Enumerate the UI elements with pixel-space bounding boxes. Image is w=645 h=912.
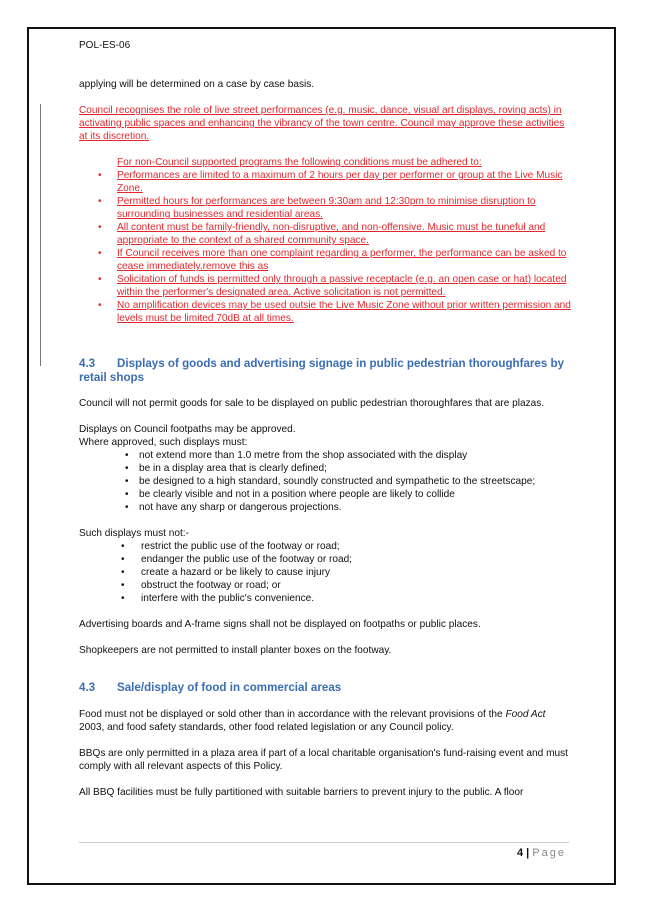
revision-bar [40, 104, 41, 366]
list-item: • be clearly visible and not in a position where people are likely to collide [125, 489, 455, 500]
paragraph: BBQs are only permitted in a plaza area if part of a local charitable organisation's fund-raising event and must comply with all relevant aspects of this Policy. [79, 748, 568, 772]
bullet-icon: • [121, 593, 125, 604]
paragraph: Where approved, such displays must: [79, 437, 248, 448]
page-label: Page [532, 847, 566, 859]
section-heading-food: 4.3 Sale/display of food in commercial areas [79, 681, 342, 694]
performance-paragraph: Council recognises the role of live street performances (e.g. music, dance, visual art displays, roving acts) in activating public spaces and enhancing the vibrancy of the town centre. Council may approve these activities at its discretion. [79, 105, 565, 142]
page-number: 4 [516, 847, 524, 859]
paragraph: Council will not permit goods for sale to be displayed on public pedestrian thoroughfares that are plazas. [79, 398, 545, 409]
footer-divider [79, 842, 569, 843]
list-item: • obstruct the footway or road; or [121, 580, 281, 591]
list-item: • Solicitation of funds is permitted only through a passive receptacle (e.g. an open case or hat) located within the performer's designated area. Active solicitation is not permitted. [98, 274, 567, 298]
bullet-icon: • [125, 489, 129, 500]
list-item: • be in a display area that is clearly defined; [125, 463, 327, 474]
list-item: • be designed to a high standard, soundly constructed and sympathetic to the streetscape; [125, 476, 536, 487]
intro-line: applying will be determined on a case by case basis. [79, 79, 315, 90]
bullet-icon: • [98, 248, 102, 259]
bullet-icon: • [98, 170, 102, 181]
paragraph: Shopkeepers are not permitted to install planter boxes on the footway. [79, 645, 392, 656]
paragraph: All BBQ facilities must be fully partitioned with suitable barriers to prevent injury to the public. A floor [79, 787, 524, 798]
list-item: • interfere with the public's convenience. [121, 593, 315, 604]
bullet-icon: • [121, 567, 125, 578]
list-item: • not extend more than 1.0 metre from the shop associated with the display [125, 450, 468, 461]
paragraph: Such displays must not:- [79, 528, 189, 539]
footer-separator: | [526, 847, 530, 859]
conditions-intro: For non-Council supported programs the following conditions must be adhered to: [117, 157, 482, 168]
bullet-icon: • [121, 541, 125, 552]
list-item: • restrict the public use of the footway or road; [121, 541, 340, 552]
list-item: • not have any sharp or dangerous projections. [125, 502, 342, 513]
conditions-list [79, 169, 571, 325]
paragraph: Food must not be displayed or sold other than in accordance with the relevant provisions of the Food Act 2003, and food safety standards, other food related legislation or any Council policy. [79, 709, 546, 733]
bullet-icon: • [98, 222, 102, 233]
page-content [79, 78, 571, 799]
page-footer [517, 847, 566, 859]
bullet-icon: • [125, 476, 129, 487]
list-item: • All content must be family-friendly, non-disruptive, and non-offensive. Music must be tuneful and appropriate to the context of a shared community space. [98, 222, 546, 246]
bullet-icon: • [121, 554, 125, 565]
list-item: • endanger the public use of the footway or road; [121, 554, 352, 565]
bullet-icon: • [98, 196, 102, 207]
bullet-icon: • [125, 463, 129, 474]
paragraph: Displays on Council footpaths may be approved. [79, 424, 296, 435]
display-prohibitions-list [79, 540, 571, 605]
list-item: • Performances are limited to a maximum of 2 hours per day per performer or group at the Live Music Zone. [98, 170, 563, 194]
bullet-icon: • [125, 450, 129, 461]
bullet-icon: • [125, 502, 129, 513]
list-item: • If Council receives more than one complaint regarding a performer, the performance can be asked to cease immediately.remove this as [98, 248, 567, 272]
bullet-icon: • [98, 300, 102, 311]
list-item: • create a hazard or be likely to cause injury [121, 567, 331, 578]
display-requirements-list [79, 449, 571, 514]
list-item: • Permitted hours for performances are between 9:30am and 12:30pm to minimise disruption to surrounding businesses and residential areas. [98, 196, 536, 220]
bullet-icon: • [98, 274, 102, 285]
section-heading-displays: 4.3 Displays of goods and advertising signage in public pedestrian thoroughfares by retail shops [79, 357, 565, 384]
paragraph: Advertising boards and A-frame signs shall not be displayed on footpaths or public places. [79, 619, 481, 630]
bullet-icon: • [121, 580, 125, 591]
document-id: POL-ES-06 [79, 40, 131, 51]
list-item: • No amplification devices may be used outsie the Live Music Zone without prior written permission and levels must be limited 70dB at all times. [98, 300, 571, 324]
